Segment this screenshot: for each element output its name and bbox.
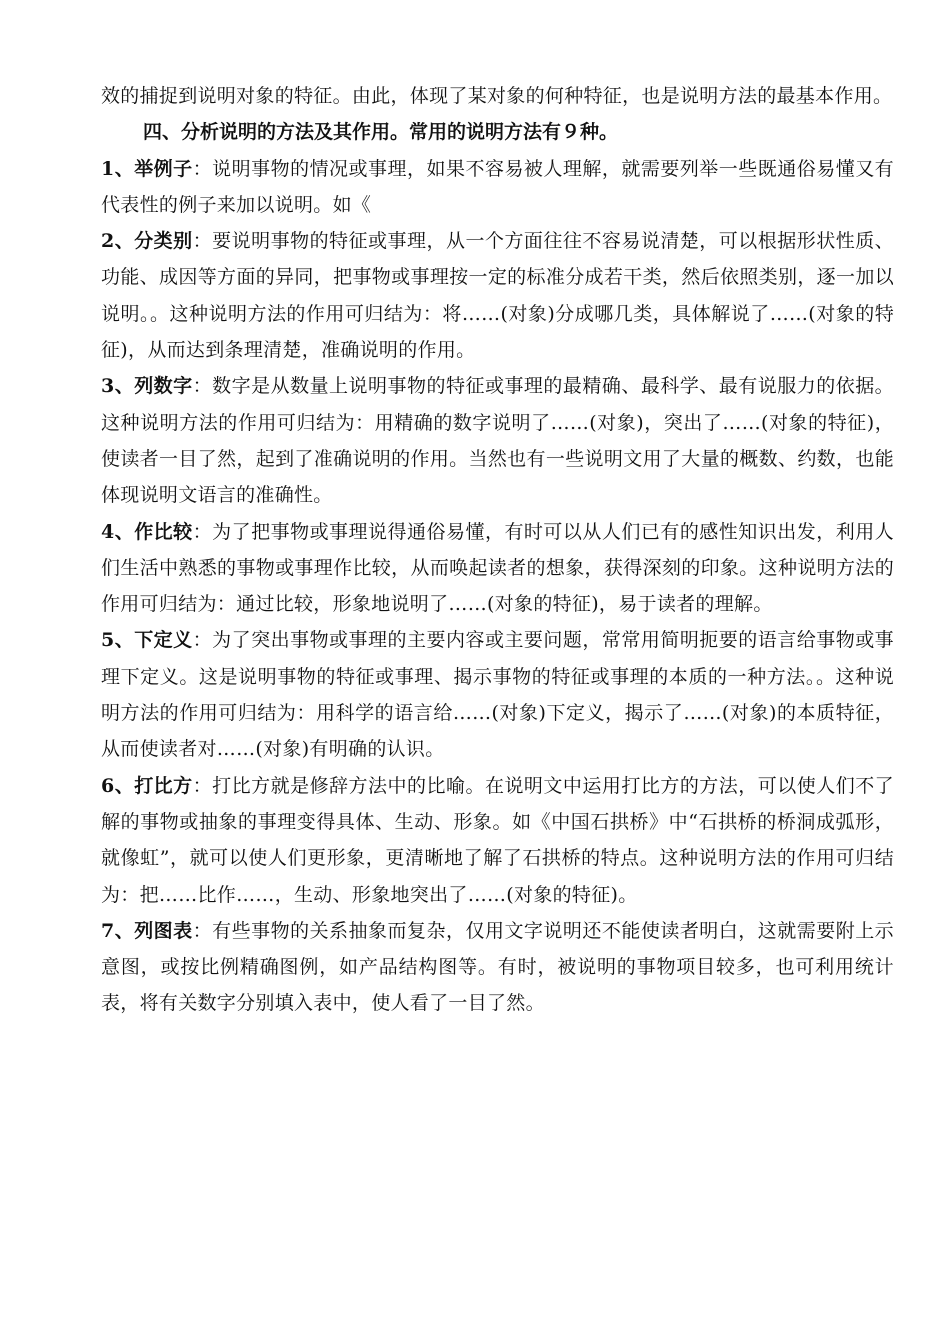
- method-text-2: ：要说明事物的特征或事理，从一个方面往往不容易说清楚，可以根据形状性质、功能、成因等方面的异同，把事物或事理按一定的标准分成若干类，然后依照类别，逐一加以说明。。这种说明方法的作用可归结为：将……(对象)分成哪几类，具体解说了……(对象的特征)，从而达到条理清楚，准确说明的作用。: [101, 230, 894, 362]
- method-paragraph-7: [101, 913, 894, 1022]
- method-paragraph-4: [101, 514, 894, 623]
- method-term-6: 6、打比方: [101, 774, 193, 797]
- method-paragraph-2: [101, 223, 894, 368]
- method-text-5: ：为了突出事物或事理的主要内容或主要问题，常常用简明扼要的语言给事物或事理下定义。这是说明事物的特征或事理、揭示事物的特征或事理的本质的一种方法。。这种说明方法的作用可归结为：用科学的语言给……(对象)下定义，揭示了……(对象)的本质特征，从而使读者对……(对象)有明确的认识。: [101, 629, 894, 761]
- method-text-6: ：打比方就是修辞方法中的比喻。在说明文中运用打比方的方法，可以使人们不了解的事物或抽象的事理变得具体、生动、形象。如《中国石拱桥》中“石拱桥的桥洞成弧形，就像虹”，就可以使人们更形象，更清晰地了解了石拱桥的特点。这种说明方法的作用可归结为：把……比作……，生动、形象地突出了……(对象的特征)。: [101, 774, 894, 906]
- method-paragraph-1: [101, 151, 894, 224]
- method-term-5: 5、下定义: [101, 629, 193, 652]
- method-term-2: 2、分类别: [101, 230, 193, 253]
- method-text-1: ：说明事物的情况或事理，如果不容易被人理解，就需要列举一些既通俗易懂又有代表性的例子来加以说明。如《: [101, 157, 894, 216]
- section-heading: 四、分析说明的方法及其作用。常用的说明方法有９种。: [143, 121, 619, 144]
- method-term-7: 7、列图表: [101, 919, 193, 942]
- method-term-3: 3、列数字: [101, 375, 193, 398]
- intro-paragraph: 效的捕捉到说明对象的特征。由此，体现了某对象的何种特征，也是说明方法的最基本作用。: [101, 85, 893, 107]
- method-paragraph-5: [101, 622, 894, 767]
- method-text-7: ：有些事物的关系抽象而复杂，仅用文字说明还不能使读者明白，这就需要附上示意图，或按比例精确图例，如产品结构图等。有时，被说明的事物项目较多，也可利用统计表，将有关数字分别填入表中，使人看了一目了然。: [101, 919, 894, 1015]
- method-text-3: ：数字是从数量上说明事物的特征或事理的最精确、最科学、最有说服力的依据。这种说明方法的作用可归结为：用精确的数字说明了……(对象)，突出了……(对象的特征)，使读者一目了然，起到了准确说明的作用。当然也有一些说明文用了大量的概数、约数，也能体现说明文语言的准确性。: [101, 375, 894, 507]
- method-text-4: ：为了把事物或事理说得通俗易懂，有时可以从人们已有的感性知识出发，利用人们生活中熟悉的事物或事理作比较，从而唤起读者的想象，获得深刻的印象。这种说明方法的作用可归结为：通过比较，形象地说明了……(对象的特征)，易于读者的理解。: [101, 520, 894, 616]
- method-term-1: 1、举例子: [101, 157, 193, 180]
- method-term-4: 4、作比较: [101, 520, 193, 543]
- method-paragraph-6: [101, 768, 894, 913]
- method-paragraph-3: [101, 368, 894, 513]
